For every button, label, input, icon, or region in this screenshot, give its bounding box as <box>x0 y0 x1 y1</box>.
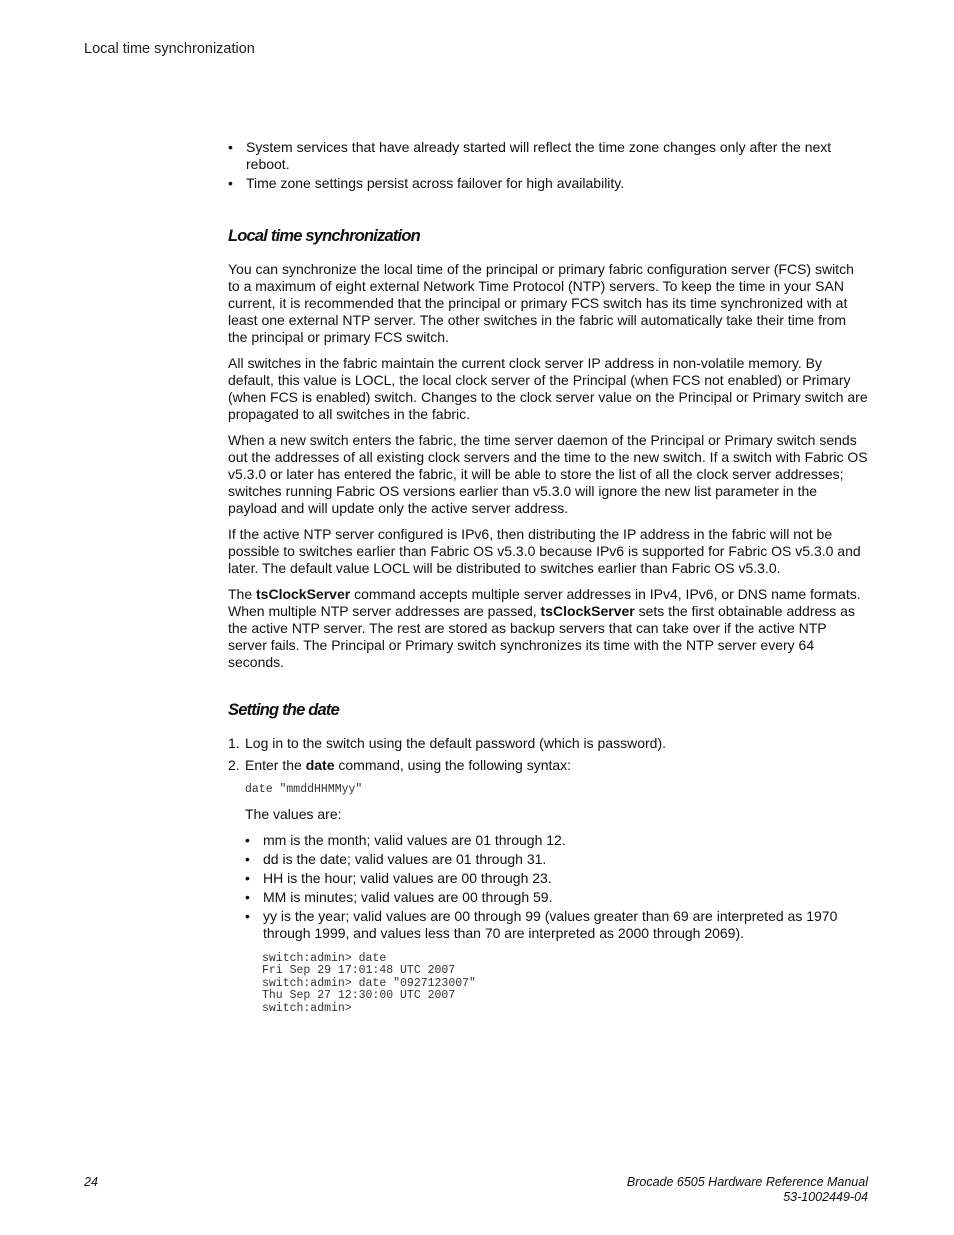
command-name: tsClockServer <box>540 603 635 619</box>
step-number: 2. <box>228 757 240 773</box>
manual-title: Brocade 6505 Hardware Reference Manual <box>626 1175 868 1189</box>
section-heading-setting-date: Setting the date <box>228 701 339 719</box>
running-header: Local time synchronization <box>84 41 255 57</box>
paragraph-text: The <box>228 586 257 602</box>
list-item: • mm is the month; valid values are 01 through 12. <box>245 832 868 849</box>
step-number: 1. <box>228 735 240 751</box>
paragraph: All switches in the fabric maintain the current clock server IP address in non-volatile memory. By default, this value is LOCL, the local clock server of the Principal (when FCS not enabled) or Primary (when FCS is enabled) switch. Changes to the clock server value on the Principal or Primary switch are propagated to all switches in the fabric. <box>228 355 868 422</box>
paragraph-text: sets the first obtainable address as the active NTP server. The rest are stored as backup servers that can take over if the active NTP server fails. The Principal or Primary switch synchronizes its time with the NTP server every 64 seconds. <box>228 603 855 670</box>
section-heading-local-time-sync: Local time synchronization <box>228 227 420 245</box>
list-item: • Time zone settings persist across failover for high availability. <box>228 175 868 192</box>
paragraph: The values are: <box>245 805 342 822</box>
paragraph: When a new switch enters the fabric, the time server daemon of the Principal or Primary switch sends out the addresses of all existing clock servers and the time to the new switch. If a switch with Fabric OS v5.3.0 or later has entered the fabric, it will be able to store the list of all the clock server addresses; switches running Fabric OS versions earlier than v5.3.0 will ignore the new list parameter in the payload and will update only the active server address. <box>228 432 868 516</box>
list-item: • yy is the year; valid values are 00 through 99 (values greater than 69 are interpreted as 1970 through 1999, and values less than 70 are interpreted as 2000 through 2069). <box>245 908 868 942</box>
doc-number: 53-1002449-04 <box>783 1190 868 1204</box>
page-number: 24 <box>84 1175 98 1189</box>
intro-bullet-list <box>228 139 868 192</box>
step-text: command, using the following syntax: <box>334 757 572 773</box>
paragraph-tsclockserver <box>228 586 868 671</box>
step-text: Log in to the switch using the default password (which is password). <box>245 735 666 751</box>
command-name: tsClockServer <box>256 586 351 602</box>
syntax-code-block: date "mmddHHMMyy" <box>245 783 363 796</box>
values-bullet-list <box>245 832 868 942</box>
procedure-step <box>228 757 868 774</box>
paragraph-text: command accepts multiple server addresses in IPv4, IPv6, or DNS name formats. When multiple NTP server addresses are passed, <box>228 586 861 619</box>
example-code-block: switch:admin> date Fri Sep 29 17:01:48 UTC 2007 switch:admin> date "0927123007" Thu Sep 27 12:30:00 UTC 2007 switch:admin> <box>262 951 476 1015</box>
paragraph: You can synchronize the local time of the principal or primary fabric configuration server (FCS) switch to a maximum of eight external Network Time Protocol (NTP) servers. To keep the time in your SAN current, it is recommended that the principal or primary FCS switch has its time synchronized with at least one external NTP server. The other switches in the fabric will automatically take their time from the principal or primary FCS switch. <box>228 261 854 345</box>
command-name: date <box>305 757 335 773</box>
list-item: • dd is the date; valid values are 01 through 31. <box>245 851 868 868</box>
paragraph: If the active NTP server configured is IPv6, then distributing the IP address in the fabric will not be possible to switches earlier than Fabric OS v5.3.0 because IPv6 is supported for Fabric OS v5.3.0 and later. The default value LOCL will be distributed to switches earlier than Fabric OS v5.3.0. <box>228 526 861 576</box>
step-text: Enter the <box>245 757 306 773</box>
procedure-step <box>228 735 868 752</box>
list-item: • System services that have already started will reflect the time zone changes only after the next reboot. <box>228 139 868 173</box>
footer-doc-info <box>627 1175 868 1205</box>
page-content <box>228 139 868 1016</box>
procedure-steps <box>228 735 868 774</box>
list-item: • MM is minutes; valid values are 00 through 59. <box>245 889 868 906</box>
list-item: • HH is the hour; valid values are 00 through 23. <box>245 870 868 887</box>
